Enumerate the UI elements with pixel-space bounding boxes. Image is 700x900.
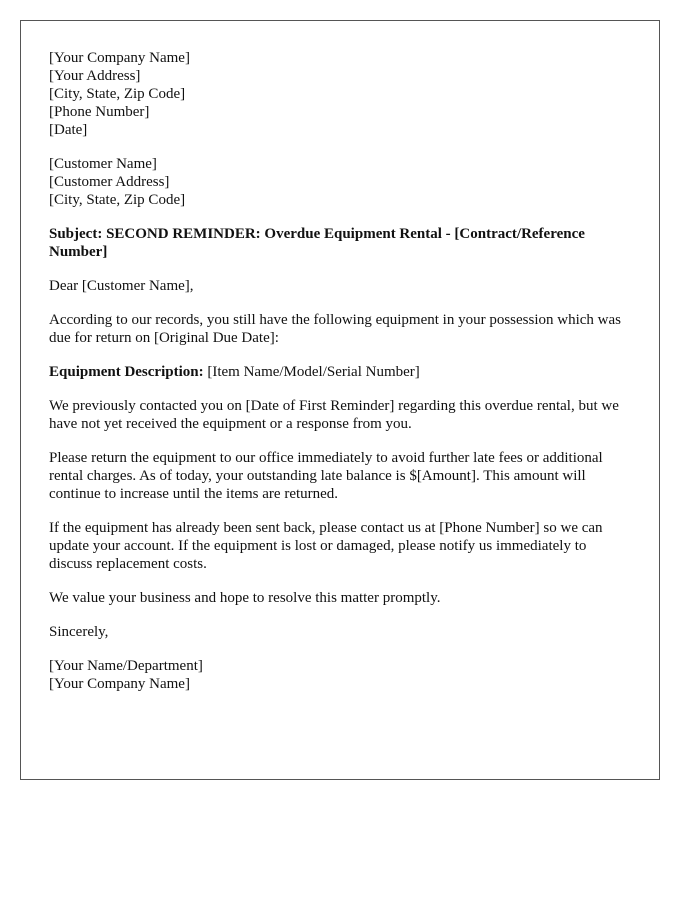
paragraph-records: According to our records, you still have the following equipment in your possession which was due for return on [Original Due Date]: xyxy=(49,312,621,346)
signature-name-department: [Your Name/Department] xyxy=(49,658,203,674)
sender-company: [Your Company Name] xyxy=(49,50,190,66)
sender-phone: [Phone Number] xyxy=(49,104,150,120)
paragraph-value-business: We value your business and hope to resolve this matter promptly. xyxy=(49,590,441,606)
sender-block xyxy=(49,49,631,139)
signature-company: [Your Company Name] xyxy=(49,676,190,692)
letter-date: [Date] xyxy=(49,122,88,138)
equipment-description-label: Equipment Description: xyxy=(49,364,204,380)
paragraph-return-request: Please return the equipment to our office immediately to avoid further late fees or additional rental charges. As of today, your outstanding late balance is $[Amount]. This amount will continue to increase until the items are returned. xyxy=(49,450,603,502)
salutation: Dear [Customer Name], xyxy=(49,278,194,294)
recipient-name: [Customer Name] xyxy=(49,156,157,172)
closing: Sincerely, xyxy=(49,624,109,640)
paragraph-previous-contact: We previously contacted you on [Date of First Reminder] regarding this overdue rental, but we have not yet received the equipment or a response from you. xyxy=(49,398,619,432)
sender-address: [Your Address] xyxy=(49,68,141,84)
paragraph-already-sent: If the equipment has already been sent back, please contact us at [Phone Number] so we can update your account. If the equipment is lost or damaged, please notify us immediately to discuss replacement costs. xyxy=(49,520,603,572)
equipment-description xyxy=(49,363,631,381)
subject-line: Subject: SECOND REMINDER: Overdue Equipment Rental - [Contract/Reference Number] xyxy=(49,226,585,260)
recipient-block xyxy=(49,155,631,209)
sender-city-state-zip: [City, State, Zip Code] xyxy=(49,86,186,102)
letter-page xyxy=(20,20,660,780)
recipient-address: [Customer Address] xyxy=(49,174,170,190)
signature-block xyxy=(49,657,631,693)
recipient-city-state-zip: [City, State, Zip Code] xyxy=(49,192,186,208)
equipment-description-value: [Item Name/Model/Serial Number] xyxy=(203,364,420,380)
